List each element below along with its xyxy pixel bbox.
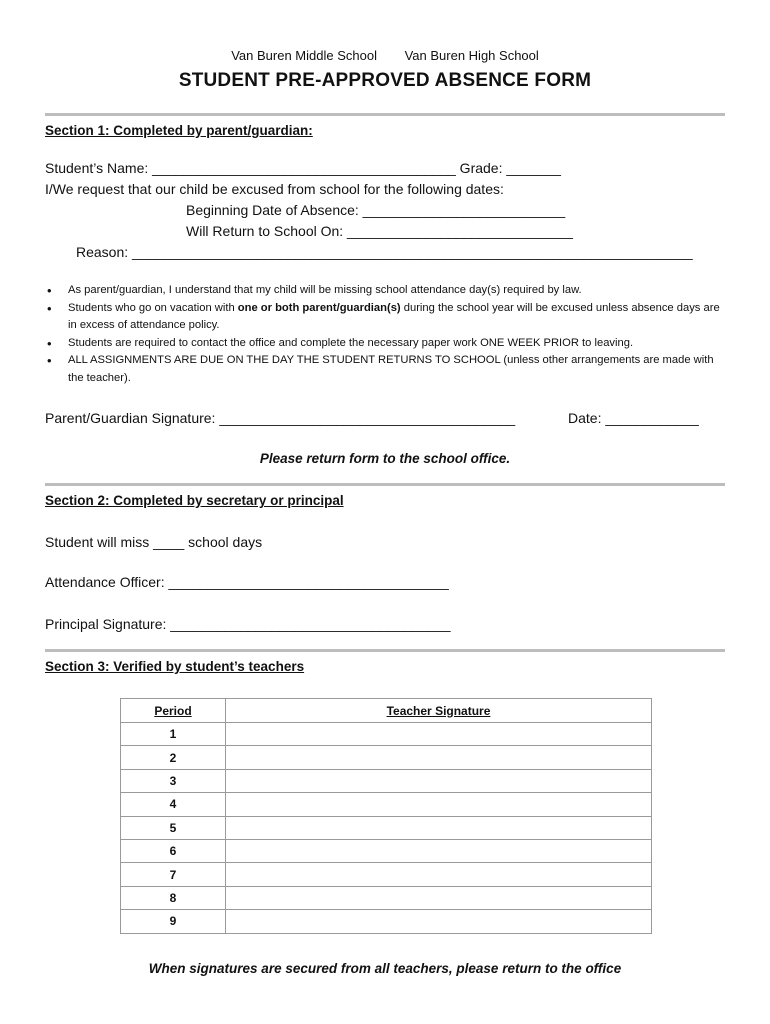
signature-cell bbox=[226, 839, 652, 862]
section3-heading: Section 3: Verified by student’s teachers bbox=[45, 659, 305, 674]
signature-cell bbox=[226, 723, 652, 746]
policy-bullet: • As parent/guardian, I understand that my child will be missing school attendance day(s) required by law. bbox=[45, 282, 727, 300]
period-cell: 5 bbox=[121, 816, 226, 839]
school-name-middle: Van Buren Middle School bbox=[231, 48, 377, 63]
policy-bullets bbox=[45, 282, 727, 387]
signature-cell bbox=[226, 910, 652, 933]
table-row bbox=[121, 863, 652, 886]
principal-signature-line: Principal Signature: ____________________________________ bbox=[45, 616, 451, 632]
form-title: STUDENT PRE-APPROVED ABSENCE FORM bbox=[178, 70, 592, 91]
signature-cell bbox=[226, 793, 652, 816]
period-cell: 1 bbox=[121, 723, 226, 746]
period-cell: 3 bbox=[121, 769, 226, 792]
school-name-high: Van Buren High School bbox=[404, 48, 539, 63]
reason-line: Reason: ________________________________________________________________________ bbox=[76, 244, 693, 260]
divider bbox=[45, 649, 725, 652]
table-row bbox=[121, 769, 652, 792]
period-column-header: Period bbox=[121, 699, 226, 723]
table-row bbox=[121, 839, 652, 862]
table-row bbox=[121, 746, 652, 769]
policy-bullet: • Students are required to contact the office and complete the necessary paper work ONE WEEK PRIOR to leaving. bbox=[45, 335, 727, 353]
table-header-row bbox=[121, 699, 652, 723]
parent-signature-line: Parent/Guardian Signature: ______________________________________ bbox=[45, 410, 516, 426]
signature-column-header: Teacher Signature bbox=[226, 699, 652, 723]
table-row bbox=[121, 910, 652, 933]
period-cell: 7 bbox=[121, 863, 226, 886]
table-row bbox=[121, 793, 652, 816]
teacher-signature-table bbox=[120, 698, 652, 934]
period-cell: 9 bbox=[121, 910, 226, 933]
policy-bullet: • ALL ASSIGNMENTS ARE DUE ON THE DAY THE STUDENT RETURNS TO SCHOOL (unless other arrangements are made with the teacher). bbox=[45, 352, 727, 387]
beginning-date-line: Beginning Date of Absence: __________________________ bbox=[186, 202, 566, 218]
period-cell: 2 bbox=[121, 746, 226, 769]
table-row bbox=[121, 816, 652, 839]
period-cell: 4 bbox=[121, 793, 226, 816]
return-date-line: Will Return to School On: _____________________________ bbox=[186, 223, 573, 239]
school-names bbox=[0, 48, 770, 63]
signature-cell bbox=[226, 769, 652, 792]
section2-heading: Section 2: Completed by secretary or principal bbox=[45, 493, 344, 508]
period-cell: 8 bbox=[121, 886, 226, 909]
policy-bullet: • Students who go on vacation with one or both parent/guardian(s) during the school year will be excused unless absence days are in excess of attendance policy. bbox=[45, 300, 727, 335]
period-cell: 6 bbox=[121, 839, 226, 862]
section1-heading: Section 1: Completed by parent/guardian: bbox=[45, 123, 313, 138]
request-line: I/We request that our child be excused from school for the following dates: bbox=[45, 181, 504, 197]
return-office-note: Please return form to the school office. bbox=[259, 451, 511, 466]
footer-note: When signatures are secured from all teachers, please return to the office bbox=[148, 961, 622, 976]
miss-days-line: Student will miss ____ school days bbox=[45, 534, 263, 550]
divider bbox=[45, 113, 725, 116]
table-row bbox=[121, 886, 652, 909]
student-name-line: Student’s Name: _______________________________________ Grade: _______ bbox=[45, 160, 561, 176]
divider bbox=[45, 483, 725, 486]
signature-cell bbox=[226, 816, 652, 839]
attendance-officer-line: Attendance Officer: ____________________________________ bbox=[45, 574, 449, 590]
signature-cell bbox=[226, 863, 652, 886]
table-row bbox=[121, 723, 652, 746]
date-line: Date: ____________ bbox=[568, 410, 699, 426]
signature-cell bbox=[226, 746, 652, 769]
signature-cell bbox=[226, 886, 652, 909]
